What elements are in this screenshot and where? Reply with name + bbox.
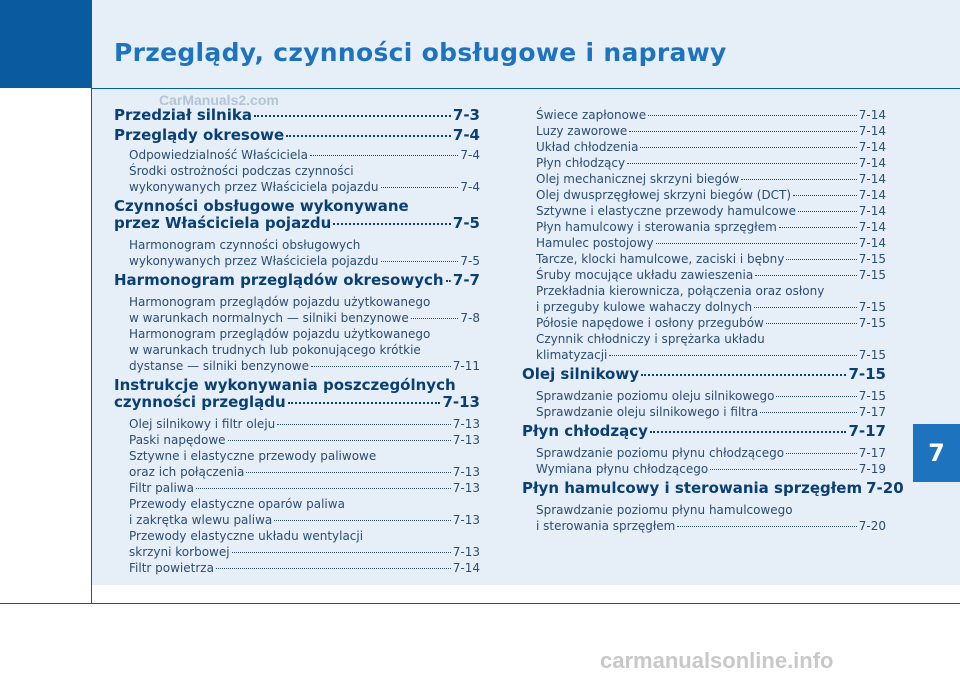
toc-page: 7-5	[452, 214, 480, 232]
toc-label: Układ chłodzenia	[536, 140, 639, 154]
toc-left-column	[114, 107, 480, 576]
toc-label: Sprawdzanie oleju silnikowego i filtra	[536, 405, 759, 419]
toc-label: klimatyzacji	[536, 348, 608, 362]
toc-label: Płyn hamulcowy i sterowania sprzęgłem	[522, 479, 863, 497]
toc-page: 7-17	[858, 405, 886, 419]
toc-subentry[interactable]	[522, 187, 886, 203]
toc-label: Olej mechanicznej skrzyni biegów	[536, 172, 740, 186]
toc-label: Przedział silnika	[114, 106, 252, 124]
toc-label: Sprawdzanie poziomu oleju silnikowego	[536, 389, 775, 403]
toc-page: 7-17	[848, 422, 886, 440]
toc-entry[interactable]	[522, 479, 904, 497]
toc-label: Luzy zaworowe	[536, 124, 628, 138]
toc-page: 7-14	[858, 220, 886, 234]
toc-label: przez Właściciela pojazdu	[114, 214, 332, 232]
toc-page: 7-14	[858, 108, 886, 122]
toc-subentry[interactable]	[522, 203, 886, 219]
toc-page: 7-7	[452, 271, 480, 289]
toc-label: dystanse — silniki benzynowe	[129, 359, 310, 373]
toc-line: Czynności obsługowe wykonywane	[114, 197, 409, 215]
toc-label: Płyn chłodzący	[522, 422, 648, 440]
toc-subentry[interactable]	[522, 445, 886, 461]
toc-subentry[interactable]	[114, 464, 480, 480]
toc-subentry[interactable]	[522, 404, 886, 420]
toc-subentry[interactable]	[522, 518, 886, 534]
toc-label: w warunkach normalnych — silniki benzynowe	[129, 311, 409, 325]
toc-label: Świece zapłonowe	[536, 108, 647, 122]
toc-label: Przeglądy okresowe	[114, 126, 285, 144]
toc-page: 7-17	[858, 446, 886, 460]
toc-label: Olej silnikowy	[522, 365, 639, 383]
toc-subentry[interactable]	[114, 253, 480, 269]
toc-page: 7-11	[452, 359, 480, 373]
toc-label: i sterowania sprzęgłem	[536, 519, 676, 533]
chapter-tab[interactable]: 7	[913, 424, 960, 482]
toc-page: 7-14	[858, 156, 886, 170]
footer-watermark: carmanualsonline.info	[600, 648, 834, 673]
toc-label: skrzyni korbowej	[129, 545, 230, 559]
toc-subentry[interactable]	[114, 358, 480, 374]
toc-subentry[interactable]	[114, 147, 480, 163]
toc-subentry[interactable]	[522, 388, 886, 404]
toc-page: 7-13	[452, 433, 480, 447]
toc-subentry[interactable]	[114, 416, 480, 432]
left-divider	[91, 88, 92, 603]
toc-line: Sprawdzanie poziomu płynu hamulcowego	[536, 503, 793, 517]
toc-label: Płyn hamulcowy i sterowania sprzęgłem	[536, 220, 777, 234]
toc-label: Wymiana płynu chłodzącego	[536, 462, 709, 476]
toc-subentry[interactable]	[114, 179, 480, 195]
toc-subentry[interactable]	[522, 219, 886, 235]
bottom-divider	[0, 603, 960, 604]
toc-page: 7-13	[452, 465, 480, 479]
toc-label: wykonywanych przez Właściciela pojazdu	[129, 254, 379, 268]
toc-subentry[interactable]	[114, 512, 480, 528]
toc-line: w warunkach trudnych lub pokonującego krótkie	[129, 343, 421, 357]
toc-entry[interactable]	[522, 423, 886, 440]
toc-label: i zakrętka wlewu paliwa	[129, 513, 273, 527]
toc-page: 7-13	[452, 481, 480, 495]
toc-page: 7-14	[858, 236, 886, 250]
toc-page: 7-14	[858, 204, 886, 218]
toc-page: 7-4	[452, 126, 480, 144]
toc-subentry[interactable]	[522, 299, 886, 315]
toc-label: Półosie napędowe i osłony przegubów	[536, 316, 764, 330]
toc-label: Paski napędowe	[129, 433, 226, 447]
toc-subentry[interactable]	[522, 461, 886, 477]
toc-page: 7-15	[858, 316, 886, 330]
toc-label: czynności przeglądu	[114, 393, 286, 411]
toc-page: 7-14	[858, 172, 886, 186]
toc-page: 7-4	[460, 148, 480, 162]
toc-line: Czynnik chłodniczy i sprężarka układu	[536, 332, 765, 346]
toc-page: 7-13	[452, 417, 480, 431]
toc-line: Przekładnia kierownicza, połączenia oraz osłony	[536, 284, 825, 298]
toc-page: 7-15	[858, 389, 886, 403]
toc-label: Śruby mocujące układu zawieszenia	[536, 268, 754, 282]
toc-entry[interactable]	[522, 366, 886, 383]
toc-page: 7-14	[858, 124, 886, 138]
toc-page: 7-13	[442, 393, 480, 411]
toc-label: Sprawdzanie poziomu płynu chłodzącego	[536, 446, 785, 460]
toc-subentry[interactable]	[522, 251, 886, 267]
toc-subentry[interactable]	[114, 310, 480, 326]
toc-label: Olej dwusprzęgłowej skrzyni biegów (DCT)	[536, 188, 792, 202]
toc-page: 7-15	[858, 252, 886, 266]
toc-subentry[interactable]	[522, 155, 886, 171]
toc-entry[interactable]	[114, 127, 480, 144]
toc-page: 7-15	[858, 300, 886, 314]
toc-page: 7-15	[858, 348, 886, 362]
toc-page: 7-14	[858, 188, 886, 202]
toc-label: Hamulec postojowy	[536, 236, 654, 250]
toc-page: 7-8	[460, 311, 480, 325]
toc-entry[interactable]	[114, 215, 480, 232]
toc-page: 7-5	[460, 254, 480, 268]
toc-page: 7-20	[858, 519, 886, 533]
toc-subentry[interactable]	[522, 107, 886, 123]
toc-entry[interactable]	[114, 107, 480, 124]
toc-page: 7-15	[858, 268, 886, 282]
toc-label: Płyn chłodzący	[536, 156, 626, 170]
toc-label: Sztywne i elastyczne przewody hamulcowe	[536, 204, 796, 218]
toc-entry[interactable]	[114, 394, 480, 411]
toc-page: 7-13	[452, 513, 480, 527]
toc-line: Harmonogram przeglądów pojazdu użytkowanego	[129, 295, 431, 309]
toc-subentry[interactable]	[114, 432, 480, 448]
toc-page: 7-19	[858, 462, 886, 476]
title-rule	[92, 88, 960, 89]
toc-page: 7-14	[858, 140, 886, 154]
watermark: CarManuals2.com	[159, 92, 279, 108]
toc-subentry[interactable]	[522, 235, 886, 251]
toc-line: Harmonogram przeglądów pojazdu użytkowanego	[129, 327, 431, 341]
toc-entry[interactable]	[114, 272, 480, 289]
toc-label: Harmonogram przeglądów okresowych	[114, 271, 444, 289]
toc-line: Sztywne i elastyczne przewody paliwowe	[129, 449, 377, 463]
toc-label: Olej silnikowy i filtr oleju	[129, 417, 276, 431]
toc-line: Przewody elastyczne oparów paliwa	[129, 497, 345, 511]
toc-page: 7-15	[848, 365, 886, 383]
toc-line: Instrukcje wykonywania poszczególnych	[114, 376, 456, 394]
toc-subentry[interactable]	[522, 123, 886, 139]
toc-subentry[interactable]	[522, 267, 886, 283]
toc-subentry[interactable]	[522, 171, 886, 187]
toc-label: Filtr paliwa	[129, 481, 194, 495]
toc-right-column	[522, 107, 904, 534]
corner-block	[0, 0, 92, 88]
toc-label: Odpowiedzialność Właściciela	[129, 148, 308, 162]
toc-subentry[interactable]	[114, 544, 480, 560]
page-title: Przeglądy, czynności obsługowe i naprawy	[114, 38, 727, 67]
toc-label: Tarcze, klocki hamulcowe, zaciski i bębny	[536, 252, 785, 266]
toc-line: Harmonogram czynności obsługowych	[129, 238, 361, 252]
toc-page: 7-3	[452, 106, 480, 124]
toc-label: wykonywanych przez Właściciela pojazdu	[129, 180, 379, 194]
toc-line: Środki ostrożności podczas czynności	[129, 164, 354, 178]
toc-page: 7-4	[460, 180, 480, 194]
toc-subentry[interactable]	[522, 139, 886, 155]
toc-subentry[interactable]	[522, 315, 886, 331]
toc-page: 7-20	[866, 479, 904, 497]
toc-page: 7-13	[452, 545, 480, 559]
toc-subentry[interactable]	[114, 560, 480, 576]
toc-label: oraz ich połączenia	[129, 465, 245, 479]
toc-subentry[interactable]	[522, 347, 886, 363]
toc-label: i przeguby kulowe wahaczy dolnych	[536, 300, 753, 314]
toc-line: Przewody elastyczne układu wentylacji	[129, 529, 364, 543]
toc-label: Filtr powietrza	[129, 561, 214, 575]
toc-page: 7-14	[452, 561, 480, 575]
toc-subentry[interactable]	[114, 480, 480, 496]
